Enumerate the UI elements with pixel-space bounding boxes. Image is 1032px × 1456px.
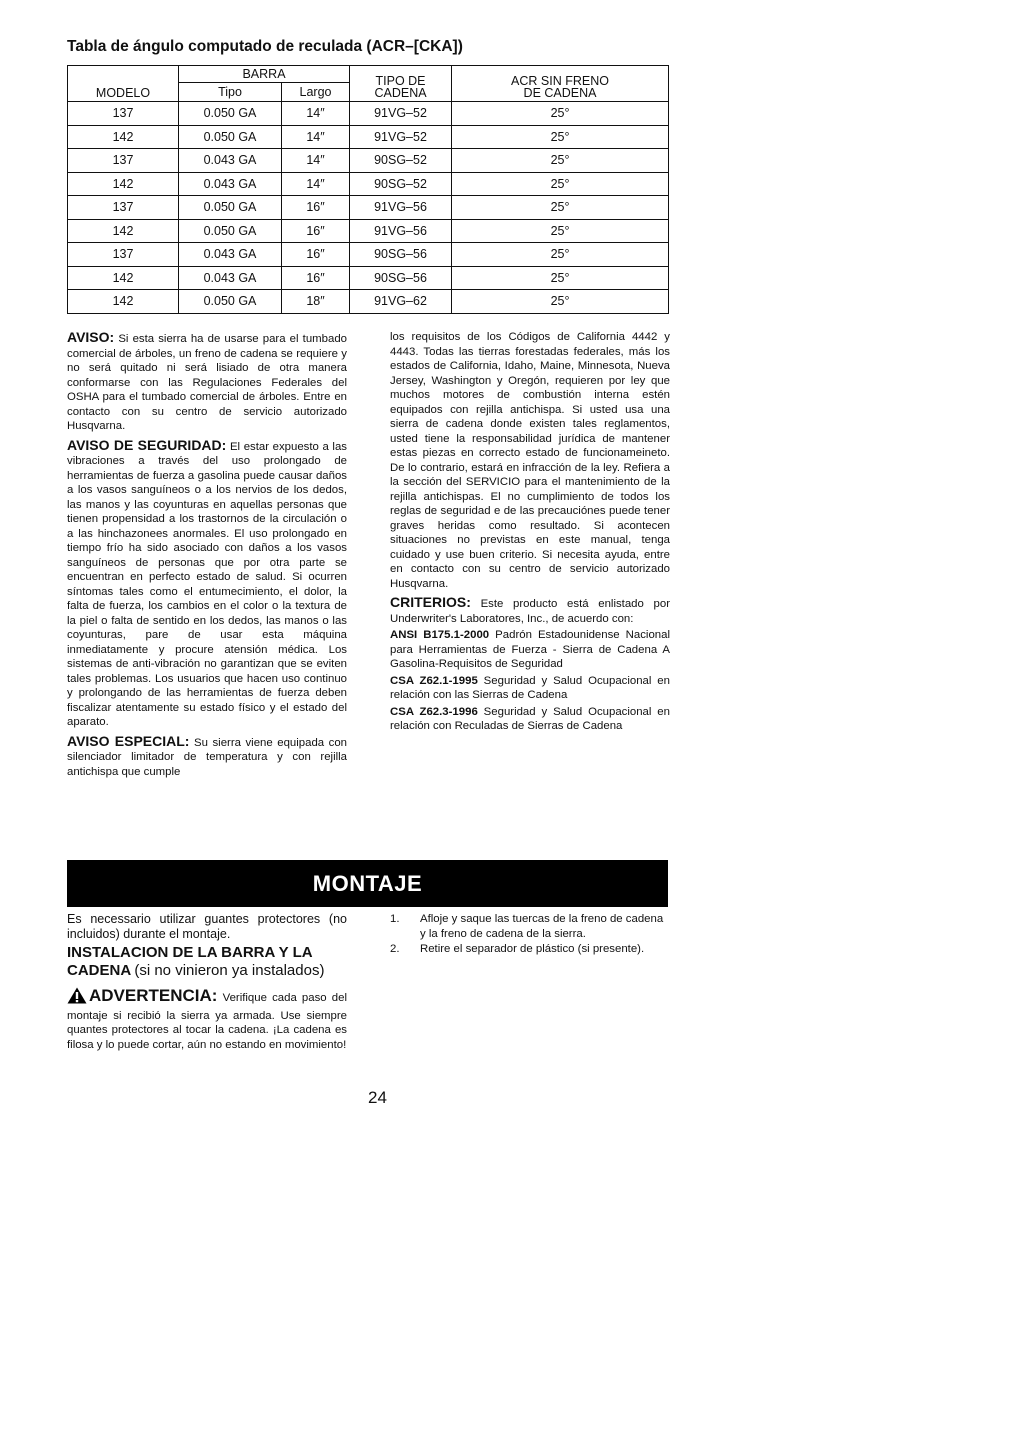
table-row	[68, 102, 669, 126]
cell-modelo: 137	[68, 149, 179, 173]
cell-modelo: 137	[68, 102, 179, 126]
criterios-label: CRITERIOS:	[390, 594, 471, 610]
cell-acr: 25°	[452, 243, 669, 267]
header-tipo-cadena-line2: CADENA	[374, 86, 427, 100]
cell-largo: 14″	[282, 149, 350, 173]
ansi-label: ANSI B175.1-2000	[390, 629, 490, 641]
cell-tipo: 0.043 GA	[179, 172, 282, 196]
header-acr-line1: ACR SIN FRENO	[511, 74, 609, 88]
csa3-text: Seguridad y Salud Ocupacional en relación con Reculadas de Sierras de Cadena	[390, 705, 670, 732]
instalacion-heading	[67, 944, 347, 979]
cell-largo: 16″	[282, 196, 350, 220]
cell-cadena: 90SG–52	[350, 172, 452, 196]
table-row	[68, 266, 669, 290]
header-barra: BARRA	[179, 66, 350, 83]
cell-tipo: 0.050 GA	[179, 219, 282, 243]
aviso-especial-paragraph	[67, 734, 347, 780]
continued-paragraph: los requisitos de los Códigos de California 4442 y 4443. Todas las tierras forestadas federales, más los estados de California, Idaho, Maine, Minnesota, Nueva Jersey, Washington y Oregón, requieren por ley que muchos motores de combustión interna estén equipados con rejilla antichispa. Si usted usa una sierra de cadena donde existen tales reglamentos, usted tiene la responsabilidad jurídica de mantener estas piezas en correcto estado de funcionameineto. De lo contrario, estará en infracción de la ley. Refiera a la sección del SERVICIO para el mantenimiento de la rejilla antichispas. El no cumplimiento de todos los reglas de seguridad e de las precauciónes puede tener graves heridas como resultado. Si acontecen situaciones no previstas en este manual, tenga cuidado y use buen criterio. Si necesita ayuda, entre en contacto con su centro de servicio autorizado Husqvarna.	[390, 331, 670, 590]
cell-largo: 16″	[282, 219, 350, 243]
header-tipo-cadena-line1: TIPO DE	[375, 74, 426, 88]
cell-tipo: 0.050 GA	[179, 290, 282, 314]
cell-largo: 18″	[282, 290, 350, 314]
step-text: Afloje y saque las tuercas de la freno de cadena y la freno de cadena de la sierra.	[420, 913, 664, 940]
advertencia-label: ADVERTENCIA:	[89, 986, 218, 1005]
cell-acr: 25°	[452, 219, 669, 243]
cell-modelo: 142	[68, 125, 179, 149]
aviso-especial-label: AVISO ESPECIAL:	[67, 732, 190, 749]
advertencia-text: Verifique cada paso del montaje si recibió la sierra ya armada. Use siempre quantes protectores al tocar la cadena. ¡La cadena es filosa y lo puede cortar, aún no estando en movimiento!	[67, 992, 347, 1051]
csa1-text: Seguridad y Salud Ocupacional en relación con las Sierras de Cadena	[390, 674, 670, 701]
csa3-label: CSA Z62.3-1996	[390, 705, 478, 718]
page-number: 24	[368, 1088, 387, 1107]
cell-modelo: 142	[68, 219, 179, 243]
csa1-label: CSA Z62.1-1995	[390, 674, 478, 687]
right-column	[390, 330, 670, 736]
cell-cadena: 91VG–52	[350, 125, 452, 149]
aviso-text: Si esta sierra ha de usarse para el tumbado comercial de árboles, un freno de cadena se requiere y no será quitado ni será lisiado de otra manera conformarse con las Regulaciones Federales del OSHA para el tumbado comercial de árboles. Entre en contacto con su centro de servicio autorizado Husqvarna.	[67, 333, 347, 432]
instalacion-heading-title: INSTALACION DE LA BARRA Y LA CADENA	[67, 944, 313, 979]
cell-acr: 25°	[452, 149, 669, 173]
table-row	[68, 243, 669, 267]
acr-table	[67, 65, 669, 314]
cell-tipo: 0.043 GA	[179, 266, 282, 290]
left-column	[67, 330, 347, 781]
table-row	[68, 125, 669, 149]
cell-acr: 25°	[452, 125, 669, 149]
cell-tipo: 0.043 GA	[179, 243, 282, 267]
montaje-right-column	[390, 912, 670, 958]
montaje-left-column	[67, 912, 347, 1054]
table-row	[68, 149, 669, 173]
cell-acr: 25°	[452, 290, 669, 314]
header-largo: Largo	[282, 83, 350, 102]
cell-tipo: 0.050 GA	[179, 196, 282, 220]
table-title: Tabla de ángulo computado de reculada (ACR–[CKA])	[67, 38, 463, 55]
warning-triangle-icon	[67, 987, 87, 1009]
cell-modelo: 142	[68, 266, 179, 290]
montaje-steps-list	[390, 912, 670, 957]
header-tipo: Tipo	[179, 83, 282, 102]
cell-modelo: 142	[68, 172, 179, 196]
csa1-paragraph	[390, 674, 670, 703]
table-row	[68, 172, 669, 196]
table-row	[68, 290, 669, 314]
list-item	[390, 942, 670, 957]
montaje-banner: MONTAJE	[67, 860, 668, 907]
cell-cadena: 91VG–56	[350, 196, 452, 220]
step-number: 1.	[390, 913, 400, 925]
cell-cadena: 91VG–62	[350, 290, 452, 314]
cell-largo: 14″	[282, 125, 350, 149]
aviso-seguridad-text: El estar expuesto a las vibraciones a través del uso prolongado de herramientas de fuerza a gasolina puede causar daños a los vasos sanguíneos o a los nervios de los dedos, las manos y las coyunturas en aquellas personas que tienen propensidad a los trastornos de la circulación o a las hinchazonees anormales. El uso prolongado en tiempo frío ha sido asociado con daños a los vasos sanguíneos de personas que por otra parte se encuentran en perfecto estado de salud. Si ocurren síntomas tales como el entumecimiento, el dolor, la falta de fuerza, los cambios en el color o la textura de la piel o falta de sentido en los dedos, las manos o las coyunturas, pare de usar esta máquina inmediatamente y procure atensión médica. Los sistemas de anti-vibración no garantizan que se eviten tales problemas. Los usuarios que hacen uso continuo y prolongando de las herramientas de fuerza deben fiscalizar atentamente su estado físico y el estado del aparato.	[67, 440, 347, 728]
cell-cadena: 91VG–52	[350, 102, 452, 126]
cell-tipo: 0.043 GA	[179, 149, 282, 173]
criterios-paragraph	[390, 595, 670, 626]
cell-largo: 16″	[282, 266, 350, 290]
cell-cadena: 90SG–52	[350, 149, 452, 173]
header-acr-line2: DE CADENA	[523, 86, 597, 100]
cell-acr: 25°	[452, 266, 669, 290]
aviso-seguridad-label: AVISO DE SEGURIDAD:	[67, 436, 227, 453]
cell-modelo: 137	[68, 243, 179, 267]
header-modelo: MODELO	[68, 66, 179, 102]
list-item	[390, 912, 670, 941]
cell-acr: 25°	[452, 102, 669, 126]
aviso-especial-text: Su sierra viene equipada con silenciador limitador de temperatura y con rejilla antichispa que cumple	[67, 736, 348, 778]
table-row	[68, 219, 669, 243]
ansi-paragraph	[390, 628, 670, 672]
header-tipo-cadena	[350, 66, 452, 102]
cell-acr: 25°	[452, 172, 669, 196]
cell-largo: 16″	[282, 243, 350, 267]
aviso-label: AVISO:	[67, 329, 115, 345]
table-row	[68, 196, 669, 220]
step-number: 2.	[390, 943, 400, 955]
cell-modelo: 137	[68, 196, 179, 220]
csa3-paragraph	[390, 705, 670, 734]
cell-modelo: 142	[68, 290, 179, 314]
criterios-text: Este producto está enlistado por Underwriter's Laboratores, Inc., de acuerdo con:	[390, 598, 670, 625]
cell-acr: 25°	[452, 196, 669, 220]
instalacion-heading-sub: (si no vinieron ya instalados)	[134, 961, 325, 979]
advertencia-paragraph	[67, 987, 347, 1052]
cell-tipo: 0.050 GA	[179, 125, 282, 149]
header-acr	[452, 66, 669, 102]
cell-largo: 14″	[282, 172, 350, 196]
ansi-text: Padrón Estadounidense Nacional para Herramientas de Fuerza - Sierra de Cadena A Gasolina-Requisitos de Seguridad	[390, 629, 670, 670]
cell-cadena: 90SG–56	[350, 243, 452, 267]
cell-largo: 14″	[282, 102, 350, 126]
aviso-paragraph	[67, 330, 347, 434]
cell-tipo: 0.050 GA	[179, 102, 282, 126]
cell-cadena: 90SG–56	[350, 266, 452, 290]
cell-cadena: 91VG–56	[350, 219, 452, 243]
guantes-paragraph: Es necessario utilizar guantes protectores (no incluidos) durante el montaje.	[67, 912, 347, 941]
aviso-seguridad-paragraph	[67, 438, 347, 730]
step-text: Retire el separador de plástico (si presente).	[420, 943, 645, 955]
